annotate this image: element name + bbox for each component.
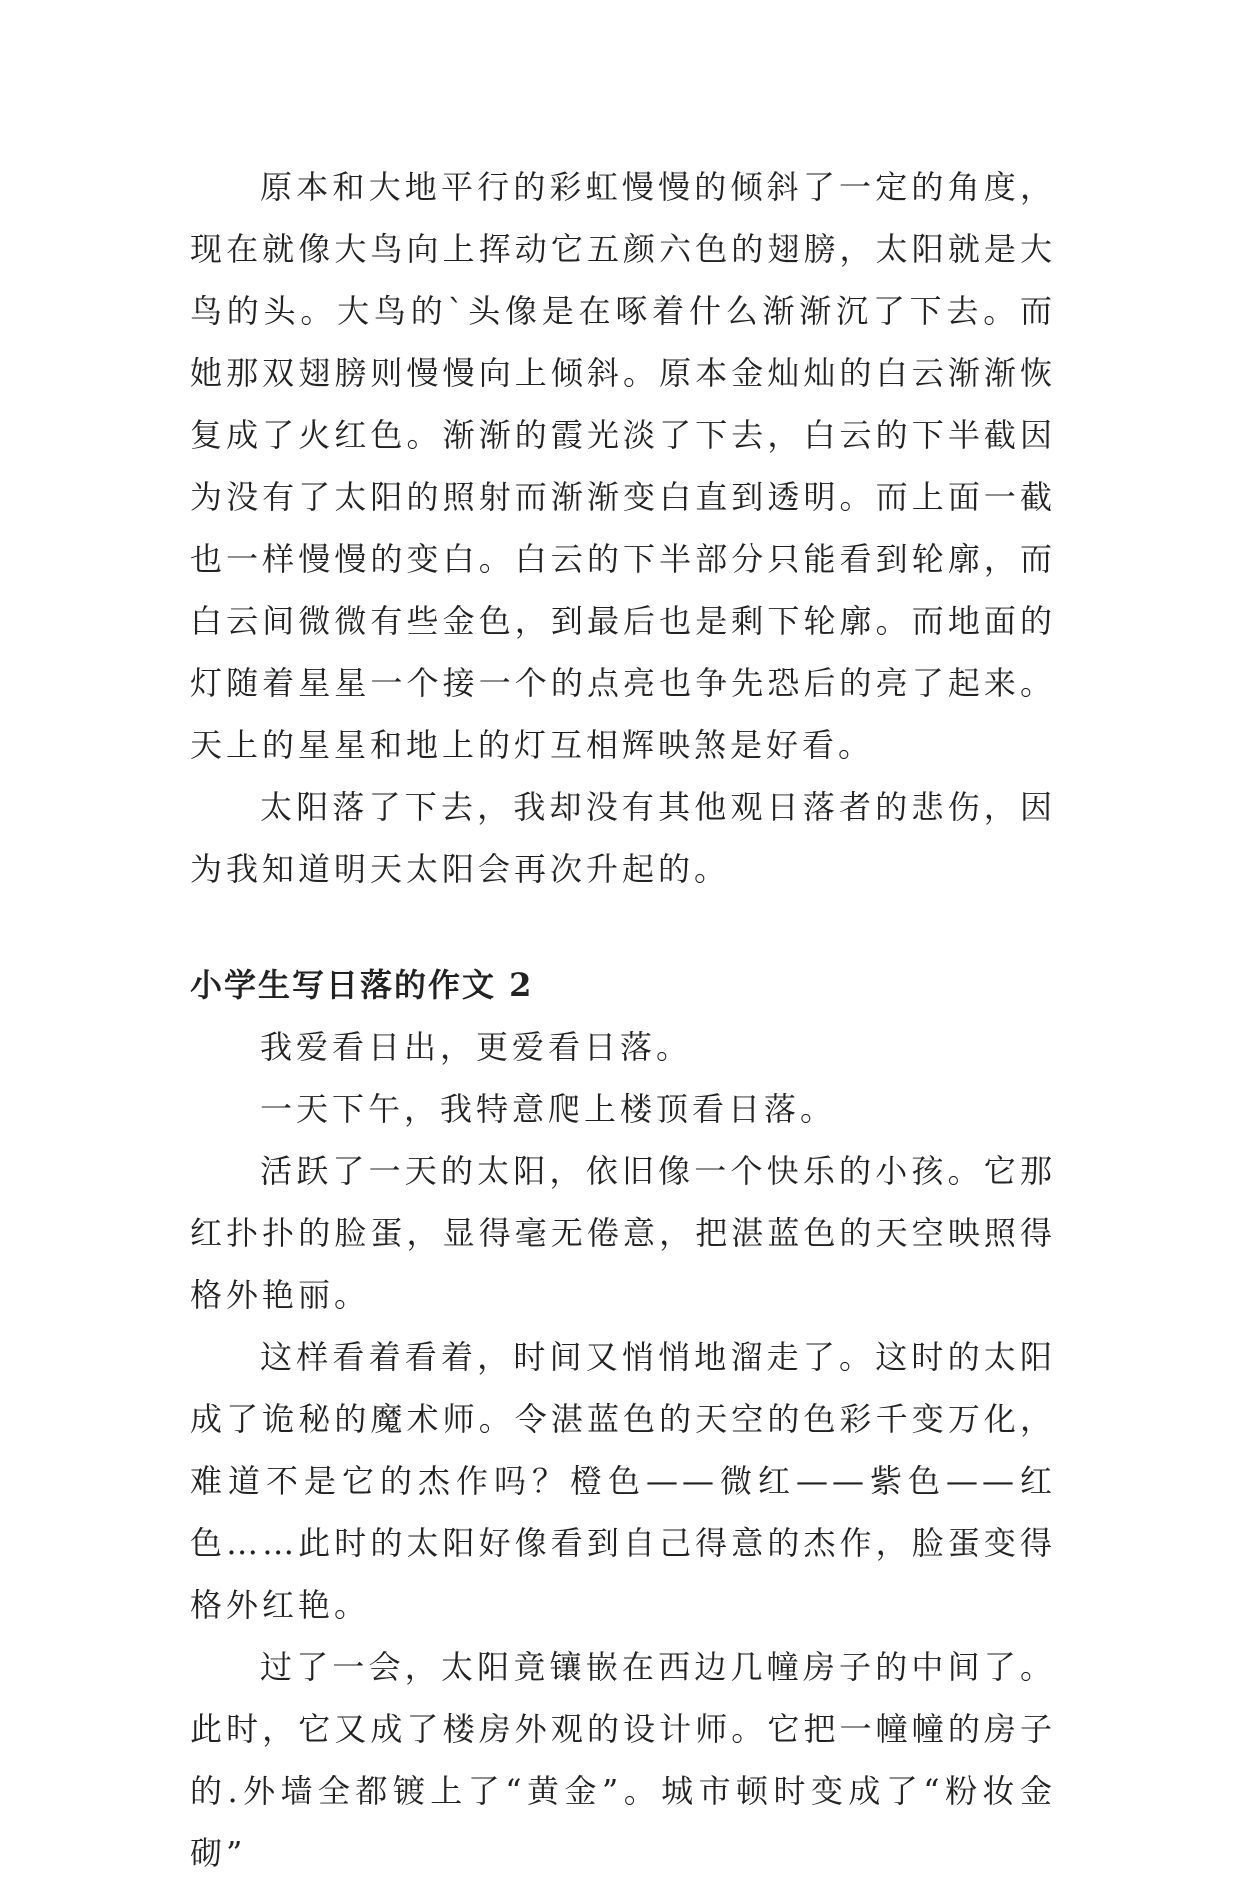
paragraph: 原本和大地平行的彩虹慢慢的倾斜了一定的角度，现在就像大鸟向上挥动它五颜六色的翅膀，太阳就是大鸟的头。大鸟的`头像是在啄着什么渐渐沉了下去。而她那双翅膀则慢慢向上倾斜。原本金灿灿的白云渐渐恢复成了火红色。渐渐的霞光淡了下去，白云的下半截因为没有了太阳的照射而渐渐变白直到透明。而上面一截也一样慢慢的变白。白云的下半部分只能看到轮廓，而白云间微微有些金色，到最后也是剩下轮廓。而地面的灯随着星星一个接一个的点亮也争先恐后的亮了起来。天上的星星和地上的灯互相辉映煞是好看。 <box>190 168 1056 764</box>
essay-title: 小学生写日落的作文 2 <box>190 966 534 1004</box>
paragraph: 这样看着看着，时间又悄悄地溜走了。这时的太阳成了诡秘的魔术师。令湛蓝色的天空的色彩千变万化，难道不是它的杰作吗？橙色——微红——紫色——红色……此时的太阳好像看到自己得意的杰作，脸蛋变得格外红艳。 <box>190 1338 1056 1624</box>
paragraph: 一天下午，我特意爬上楼顶看日落。 <box>260 1090 837 1128</box>
paragraph: 过了一会，太阳竟镶嵌在西边几幢房子的中间了。此时，它又成了楼房外观的设计师。它把一幢幢的房子的.外墙全都镀上了“黄金”。城市顿时变成了“粉妆金砌” <box>190 1648 1056 1872</box>
document-body <box>190 156 1056 1884</box>
paragraph: 我爱看日出，更爱看日落。 <box>260 1028 693 1066</box>
paragraph: 活跃了一天的太阳，依旧像一个快乐的小孩。它那红扑扑的脸蛋，显得毫无倦意，把湛蓝色的天空映照得格外艳丽。 <box>190 1152 1056 1314</box>
section-spacer <box>190 900 1056 954</box>
paragraph: 太阳落了下去，我却没有其他观日落者的悲伤，因为我知道明天太阳会再次升起的。 <box>190 788 1056 888</box>
